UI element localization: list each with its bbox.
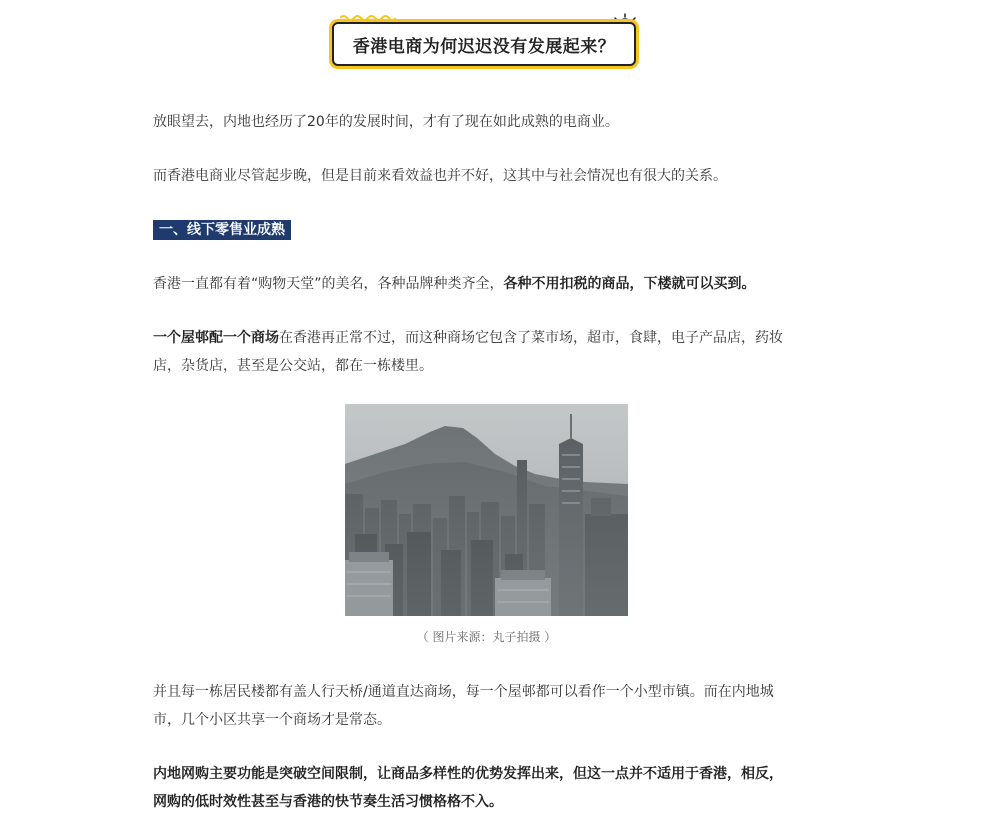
hong-kong-skyline-photo <box>345 404 628 616</box>
wave-decoration-icon <box>340 14 396 22</box>
title-badge <box>332 14 644 72</box>
paragraph-estate <box>153 678 818 734</box>
section-heading: 一、线下零售业成熟 <box>153 220 291 240</box>
paragraph-intro: 放眼望去，内地也经历了20年的发展时间，才有了现在如此成熟的电商业。 <box>153 114 619 130</box>
paragraph-emphasis: 网购的低时效性甚至与香港的快节奏生活习惯格格不入。 <box>153 794 503 810</box>
paragraph-mall <box>153 324 818 380</box>
paragraph-text: 香港一直都有着“购物天堂”的美名，各种品牌种类齐全， <box>153 276 504 292</box>
page-title: 香港电商为何迟迟没有发展起来？ <box>332 22 636 66</box>
paragraph-text: 市，几个小区共享一个商场才是常态。 <box>153 712 391 728</box>
photo-caption: （ 图片来源：丸子拍摄 ） <box>416 630 557 644</box>
paragraph-online-shopping <box>153 760 818 816</box>
paragraph-shopping-paradise <box>153 270 818 298</box>
paragraph-text: 在香港再正常不过，而这种商场它包含了菜市场，超市，食肆，电子产品店，药妆 <box>279 330 783 346</box>
paragraph-emphasis: 一个屋邨配一个商场 <box>153 330 279 346</box>
paragraph-text: 店，杂货店，甚至是公交站，都在一栋楼里。 <box>153 358 433 374</box>
paragraph-text: 并且每一栋居民楼都有盖人行天桥/通道直达商场，每一个屋邨都可以看作一个小型市镇。而在内地城 <box>153 684 774 700</box>
paragraph-emphasis: 内地网购主要功能是突破空间限制，让商品多样性的优势发挥出来，但这一点并不适用于香港，相反， <box>153 766 783 782</box>
paragraph-background: 而香港电商业尽管起步晚，但是目前来看效益也并不好，这其中与社会情况也有很大的关系。 <box>153 168 727 184</box>
paragraph-emphasis: 各种不用扣税的商品，下楼就可以买到。 <box>503 276 756 292</box>
